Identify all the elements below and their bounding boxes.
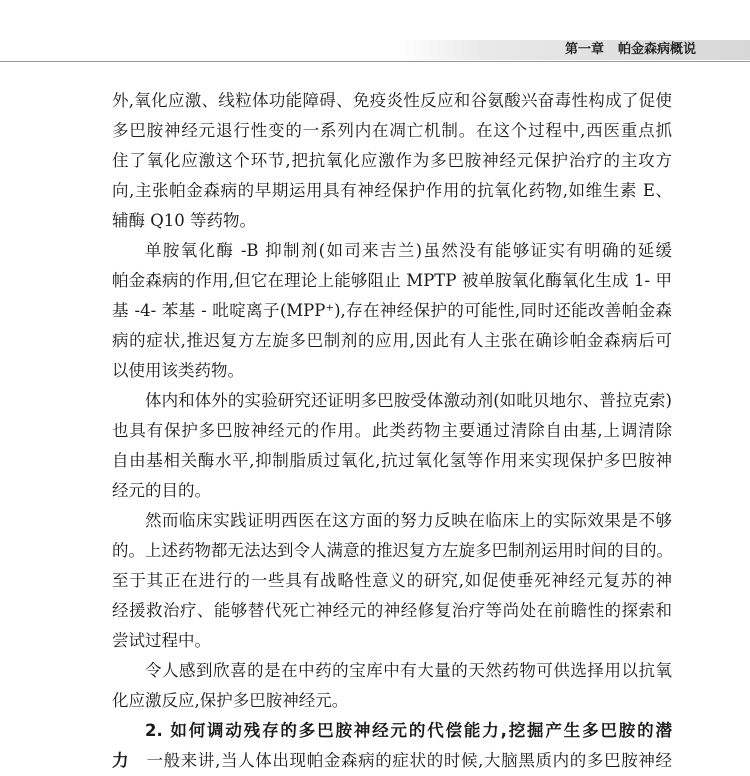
text-line: 尝试过程中。 xyxy=(112,631,211,650)
text-line: 病的症状,推迟复方左旋多巴制剂的应用,因此有人主张在确诊帕金森病后可 xyxy=(112,331,672,350)
text-line xyxy=(112,746,672,776)
running-header xyxy=(565,40,696,60)
text-line: 化应激反应,保护多巴胺神经元。 xyxy=(112,691,349,710)
text-line: 住了氧化应激这个环节,把抗氧化应激作为多巴胺神经元保护治疗的主攻方 xyxy=(112,151,672,170)
text-line: 帕金森病的作用,但它在理论上能够阻止 MPTP 被单胺氧化酶氧化生成 1- 甲 xyxy=(112,271,672,290)
text-line: 的。上述药物都无法达到令人满意的推迟复方左旋多巴制剂运用时间的目的。 xyxy=(112,541,673,560)
text-line: 也具有保护多巴胺神经元的作用。此类药物主要通过清除自由基,上调清除 xyxy=(112,421,672,440)
text-line: 外,氧化应激、线粒体功能障碍、免疫炎性反应和谷氨酸兴奋毒性构成了促使 xyxy=(112,91,672,110)
text-line: 基 -4- 苯基 - 吡啶离子(MPP⁺),存在神经保护的可能性,同时还能改善帕金森 xyxy=(112,301,672,320)
header-rule xyxy=(0,61,750,62)
paragraph-start: 体内和体外的实验研究还证明多巴胺受体激动剂(如吡贝地尔、普拉克索) xyxy=(145,391,672,410)
heading-continuation: 力 xyxy=(112,751,129,770)
chapter-number: 第一章 xyxy=(564,42,604,57)
chapter-title: 帕金森病概说 xyxy=(617,42,696,57)
text-line: 向,主张帕金森病的早期运用具有神经保护作用的抗氧化药物,如维生素 E、 xyxy=(112,181,672,200)
text-line: 至于其正在进行的一些具有战略性意义的研究,如促使垂死神经元复苏的神 xyxy=(112,571,672,590)
body-text xyxy=(112,86,672,776)
text-line: 辅酶 Q10 等药物。 xyxy=(112,211,257,230)
section-heading: 2. 如何调动残存的多巴胺神经元的代偿能力,挖掘产生多巴胺的潜 xyxy=(145,721,672,740)
paragraph-start: 然而临床实践证明西医在这方面的努力反映在临床上的实际效果是不够 xyxy=(145,511,672,530)
paragraph-start: 令人感到欣喜的是在中药的宝库中有大量的天然药物可供选择用以抗氧 xyxy=(145,661,672,680)
text-line: 多巴胺神经元退行性变的一系列内在凋亡机制。在这个过程中,西医重点抓 xyxy=(112,121,672,140)
text-line: 经援救治疗、能够替代死亡神经元的神经修复治疗等尚处在前瞻性的探索和 xyxy=(112,601,672,620)
text-line: 以使用该类药物。 xyxy=(112,361,244,380)
paragraph-start: 单胺氧化酶 -B 抑制剂(如司来吉兰)虽然没有能够证实有明确的延缓 xyxy=(145,241,672,260)
text-line: 经元的目的。 xyxy=(112,481,211,500)
text-line-rest: 一般来讲,当人体出现帕金森病的症状的时候,大脑黑质内的多巴胺神经 xyxy=(146,751,672,770)
text-line: 自由基相关酶水平,抑制脂质过氧化,抗过氧化氢等作用来实现保护多巴胺神 xyxy=(112,451,672,470)
